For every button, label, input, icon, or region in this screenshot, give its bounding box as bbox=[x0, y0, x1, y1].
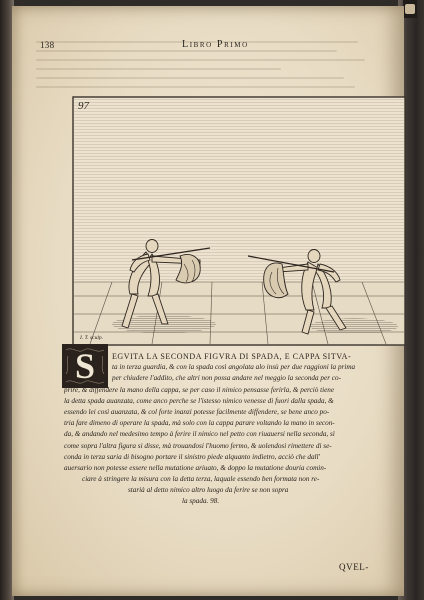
right-fencer-shadow bbox=[310, 318, 398, 334]
text-line: auersario non potesse essere nella mutatione ariuato, & doppo la mutatione douria comin- bbox=[64, 463, 327, 472]
text-line: starià al detto nimico altro luogo da ferire se non sopra bbox=[128, 486, 289, 495]
text-line: per chiudere l'addito, che altri non possa andare nel meggio la seconda per co- bbox=[112, 374, 341, 383]
text-line: essendo lei così auanzata, & col forte inanzi potesse facilmente diffendere, se bene anco po- bbox=[64, 407, 330, 416]
text-line: ciare à stringere la misura con la detta terza, laquale essendo ben formata non re- bbox=[82, 475, 320, 484]
body-text bbox=[64, 351, 400, 508]
text-line: ta in terza guardia, & con la spada così angolata alo insù per due raggioni la prima bbox=[112, 363, 356, 372]
catchword: QVEL- bbox=[339, 562, 369, 572]
drop-cap-letter: S bbox=[74, 346, 96, 386]
text-line: come sopra l'altra figura si disse, mà trouandosi l'huomo fermo, & uolendosi rimettere di se- bbox=[64, 441, 332, 450]
plate-wall bbox=[74, 98, 404, 282]
text-line: EGVITA LA SECONDA FIGVRA DI SPADA, E CAPPA SITVA- bbox=[112, 352, 352, 361]
running-head: Libro Primo bbox=[182, 39, 249, 50]
text-line: conda in terza saria di bisogno portare il sinistro piede alquanto indietro, acciò che dall' bbox=[64, 452, 321, 461]
plate-signature: I. T. sculp. bbox=[80, 335, 103, 341]
text-line: la detta spada auanzata, come anco perche se l'istesso nimico venesse di fuori dalla spada, & bbox=[64, 396, 334, 405]
text-line: da, & andando nel medesimo tempo à ferire il nimico nel petto con riuauersi nella seconda, sì bbox=[64, 430, 335, 439]
page-number: 138 bbox=[40, 40, 55, 50]
text-line: prire, & diffendere la mano della cappa, se per caso il nimico pensasse ferirla, & perciò tiene bbox=[64, 385, 335, 394]
text-line: la spada. 98. bbox=[182, 497, 220, 506]
plate-number: 97 bbox=[78, 100, 89, 112]
text-line: tria fare dimeno di operare la spada, mà solo con la cappa parare voltando la mano in secon- bbox=[64, 419, 335, 428]
page-edge-marker bbox=[405, 4, 415, 14]
plate-floor bbox=[74, 282, 404, 344]
engraved-plate bbox=[72, 96, 406, 346]
